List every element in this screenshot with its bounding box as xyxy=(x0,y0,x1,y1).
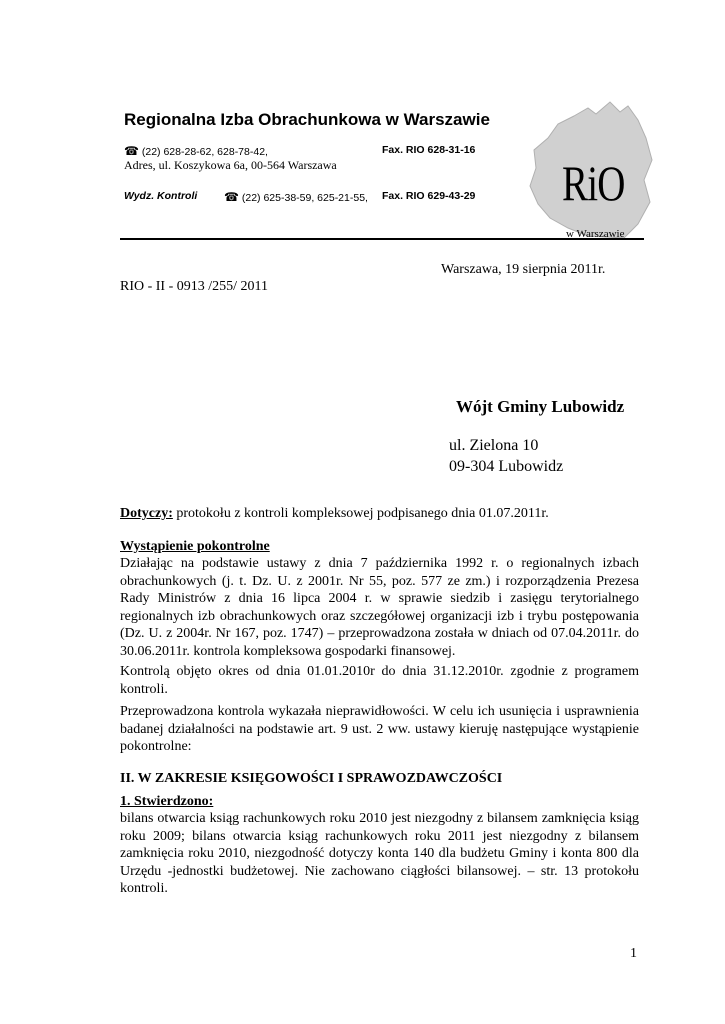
phone-icon: ☎ xyxy=(124,144,139,158)
subject-text: protokołu z kontroli kompleksowej podpisanego dnia 01.07.2011r. xyxy=(172,506,549,521)
subject-label: Dotyczy: xyxy=(120,506,173,521)
intro-heading: Wystąpienie pokontrolne xyxy=(120,539,270,554)
intro-paragraph: Działając na podstawie ustawy z dnia 7 października 1992 r. o regionalnych izbach obrachunkowych (j. t. Dz. U. z 2001r. Nr 55, poz. 577 ze zm.) i rozporządzenia Prezesa Rady Ministrów z dnia 16 lipca 2004 r. w sprawie siedzib i zasięgu terytorialnego regionalnych izb obrachunkowych oraz szczegółowej organizacji izb i trybu postępowania (Dz. U. z 2004r. Nr 167, poz. 1747) – przeprowadzona została w dniach od 07.04.2011r. do 30.06.2011r. kontrola kompleksowa gospodarki finansowej. xyxy=(120,556,639,659)
addressee-title: Wójt Gminy Lubowidz xyxy=(456,397,625,416)
header-divider xyxy=(120,238,644,240)
department-fax: Fax. RIO 629-43-29 xyxy=(382,190,476,202)
subject-line xyxy=(120,505,639,523)
institution-name: Regionalna Izba Obrachunkowa w Warszawie xyxy=(124,110,490,129)
scope-paragraph: Kontrolą objęto okres od dnia 01.01.2010r do dnia 31.12.2010r. zgodnie z programem kontroli. xyxy=(120,664,639,697)
phone-numbers: (22) 628-28-62, 628-78-42, xyxy=(141,146,268,158)
addressee-street: ul. Zielona 10 xyxy=(449,437,539,454)
addressee-city: 09-304 Lubowidz xyxy=(449,458,564,475)
fax-number: Fax. RIO 628-31-16 xyxy=(382,144,476,156)
case-signature: RIO - II - 0913 /255/ 2011 xyxy=(120,279,269,294)
findings-paragraph: Przeprowadzona kontrola wykazała nieprawidłowości. W celu ich usunięcia i usprawnienia badanej działalności na podstawie art. 9 ust. 2 ww. ustawy kieruję następujące wystąpienie pokontrolne: xyxy=(120,704,639,755)
postal-address: Adres, ul. Koszykowa 6a, 00-564 Warszawa xyxy=(124,158,337,172)
logo-subtitle: w Warszawie xyxy=(566,228,625,240)
logo-text: RiO xyxy=(562,155,625,211)
page-number: 1 xyxy=(630,946,637,961)
department-phone-row xyxy=(224,190,368,204)
section-paragraph: bilans otwarcia ksiąg rachunkowych roku 2010 jest niezgodny z bilansem zamknięcia ksiąg roku 2009; bilans otwarcia ksiąg rachunkowych roku 2011 jest niezgodny z bilansem zamknięcia roku 2010, niezgodność dotyczy konta 140 dla budżetu Gminy i konta 800 dla Urzędu -jednostki budżetowej. Nie zachowano ciągłości bilansowej. – str. 13 protokołu kontroli. xyxy=(120,811,639,897)
department-phones: (22) 625-38-59, 625-21-55, xyxy=(241,192,368,204)
phone-row xyxy=(124,144,268,158)
department-label: Wydz. Kontroli xyxy=(124,190,198,202)
section-subheading: 1. Stwierdzono: xyxy=(120,794,214,809)
dateline: Warszawa, 19 sierpnia 2011r. xyxy=(441,262,606,277)
phone-icon: ☎ xyxy=(224,190,239,204)
section-title: II. W ZAKRESIE KSIĘGOWOŚCI I SPRAWOZDAWCZOŚCI xyxy=(120,771,503,786)
